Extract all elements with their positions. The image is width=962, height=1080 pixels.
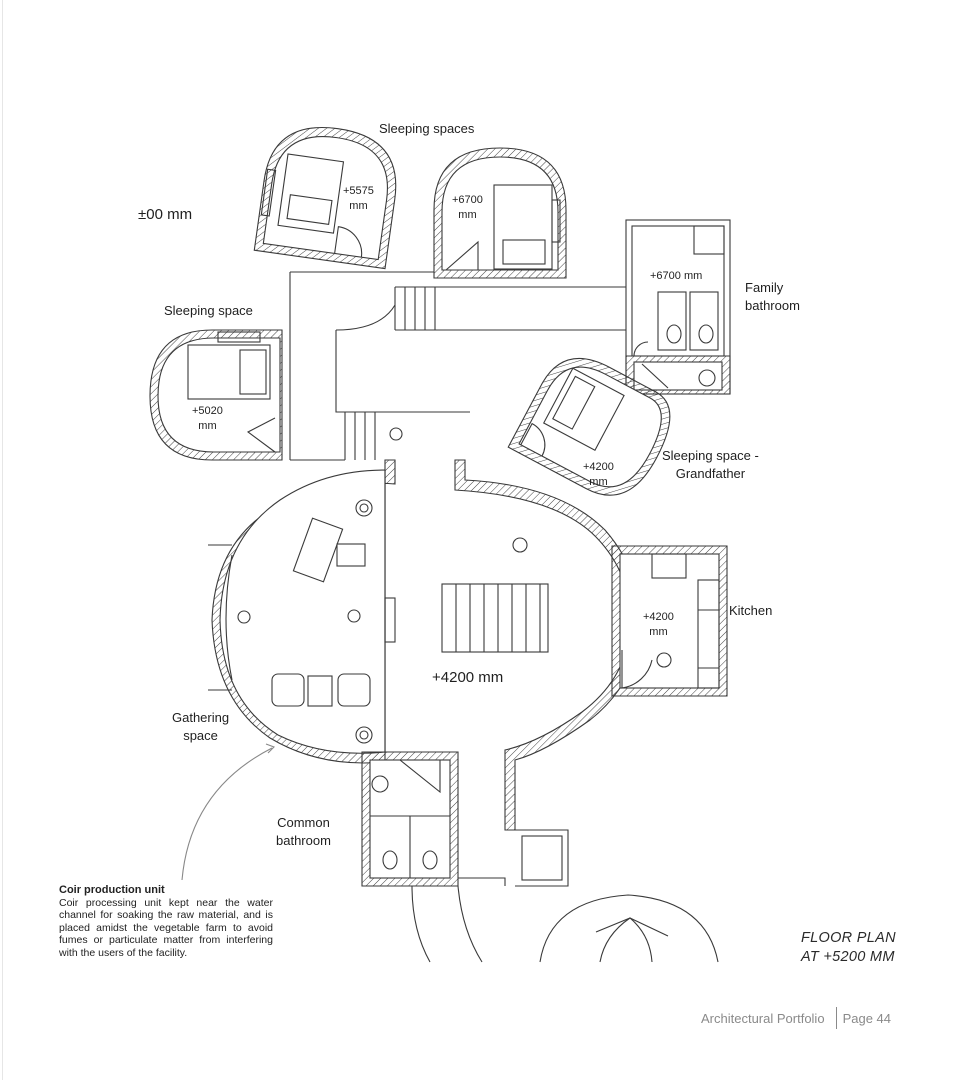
- level-bed-left: +5020 mm: [192, 405, 223, 432]
- level-family-bathroom: +6700 mm: [650, 270, 703, 282]
- label-common-bathroom: Common bathroom: [276, 815, 331, 848]
- level-grandfather: +4200 mm: [583, 461, 614, 488]
- floor-plan-caption: FLOOR PLAN AT +5200 MM: [801, 930, 896, 965]
- entry-level-label: ±00 mm: [138, 206, 193, 223]
- portfolio-label: Architectural Portfolio: [701, 1010, 825, 1026]
- coir-unit-body: Coir processing unit kept near the water channel for soaking the raw material, and is placed amidst the vegetable farm to avoid fumes or particulate matter from interfering with the users of the facility.: [59, 896, 273, 959]
- lower-annex: [515, 830, 568, 886]
- sleeping-pod-left: [150, 330, 282, 460]
- coir-unit-note: [59, 884, 273, 960]
- coir-unit-title: Coir production unit: [59, 884, 165, 896]
- level-central-hall: +4200 mm: [432, 669, 504, 686]
- coir-channel: [412, 886, 718, 962]
- label-gathering-space: Gathering space: [172, 710, 230, 743]
- level-bed-1: +5575 mm: [343, 185, 374, 212]
- label-sleeping-space-grandfather: Sleeping space - Grandfather: [662, 448, 759, 481]
- label-sleeping-space: Sleeping space: [164, 303, 253, 318]
- label-family-bathroom: Family bathroom: [745, 280, 800, 313]
- level-bed-2: +6700 mm: [452, 194, 483, 221]
- page-number: Page 44: [842, 1010, 891, 1026]
- label-sleeping-spaces: Sleeping spaces: [379, 121, 475, 136]
- sleeping-pod-top-left: [254, 120, 403, 269]
- page-footer: [701, 1007, 891, 1029]
- label-kitchen: Kitchen: [729, 603, 773, 618]
- level-kitchen: +4200 mm: [643, 611, 674, 638]
- common-bathroom: [362, 752, 505, 886]
- family-bathroom: [626, 220, 730, 394]
- footer-divider: [836, 1007, 837, 1029]
- leader-arrow: [182, 748, 272, 880]
